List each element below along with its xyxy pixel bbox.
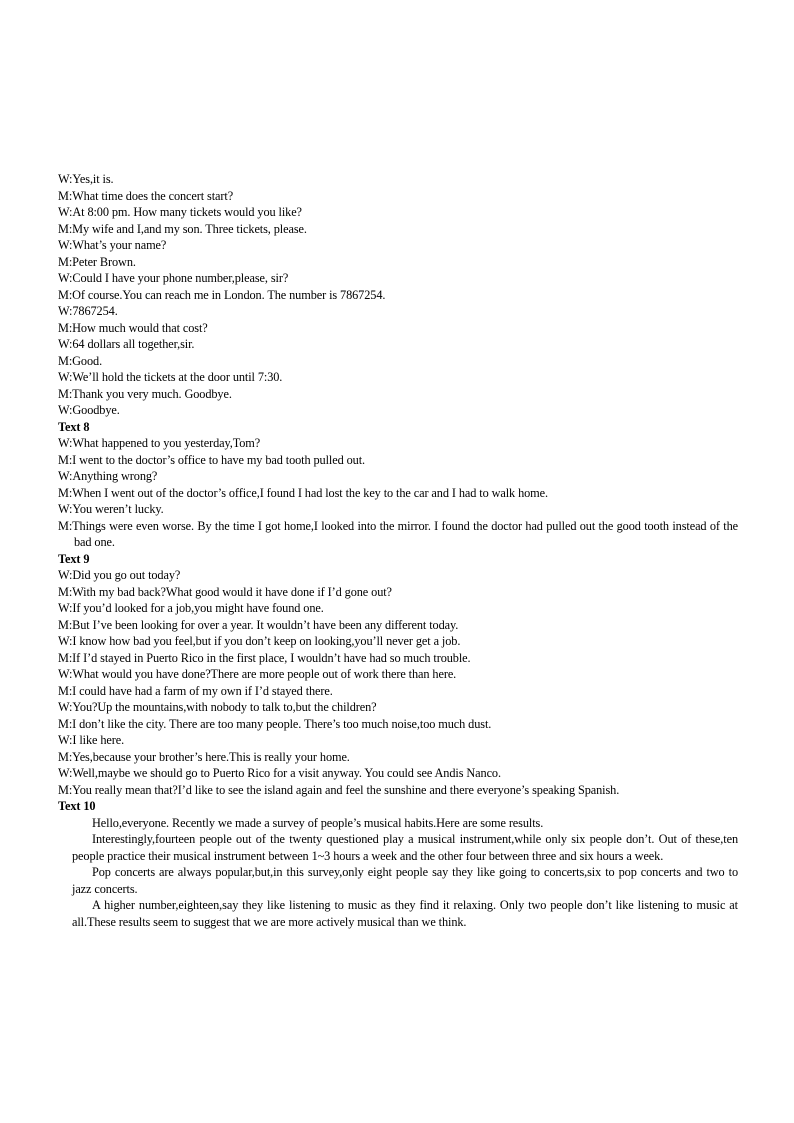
dialogue-line: W:Anything wrong? [58,469,158,483]
section-heading: Text 8 [58,419,90,434]
text8-section [58,419,738,551]
dialogue-line: W:What would you have done?There are more people out of work there than here. [58,667,457,681]
body-paragraph: Hello,everyone. Recently we made a survey of people’s musical habits.Here are some results. [92,815,544,830]
dialogue-line: W:What’s your name? [58,238,167,252]
dialogue-line: M:If I’d stayed in Puerto Rico in the first place, I wouldn’t have had so much trouble. [58,650,471,665]
dialogue-line: M:When I went out of the doctor’s office,I found I had lost the key to the car and I had to walk home. [58,485,548,500]
dialogue-line: W:7867254. [58,304,118,318]
text10-section [58,798,738,930]
dialogue-line: M:I could have had a farm of my own if I’d stayed there. [58,683,333,698]
dialogue-line: M:Things were even worse. By the time I got home,I looked into the mirror. I found the doctor had pulled out the good tooth instead of the bad one. [58,518,738,549]
dialogue-line: W:You weren’t lucky. [58,502,164,516]
dialogue-line: W:If you’d looked for a job,you might have found one. [58,601,324,615]
dialogue-line: M:With my bad back?What good would it have done if I’d gone out? [58,584,392,599]
dialogue-line: W:What happened to you yesterday,Tom? [58,436,261,450]
dialogue-line: M:Of course.You can reach me in London. The number is 7867254. [58,287,386,302]
dialogue-line: W:You?Up the mountains,with nobody to talk to,but the children? [58,700,377,714]
body-paragraph: Pop concerts are always popular,but,in this survey,only eight people say they like going to concerts,six to pop concerts and two to jazz concerts. [72,865,738,896]
section-heading: Text 9 [58,551,90,566]
dialogue-line: M:My wife and I,and my son. Three tickets, please. [58,221,307,236]
dialogue-line: W:Did you go out today? [58,568,181,582]
dialogue-line: W:I know how bad you feel,but if you don’t keep on looking,you’ll never get a job. [58,634,461,648]
text9-section [58,551,738,799]
body-paragraph: A higher number,eighteen,say they like listening to music as they find it relaxing. Only two people don’t like listening to music at all.These results seem to suggest that we are more actively musical than we think. [72,898,738,929]
dialogue-line: W:Well,maybe we should go to Puerto Rico for a visit anyway. You could see Andis Nanco. [58,766,501,780]
dialogue-line: M:Peter Brown. [58,254,136,269]
dialogue-line: M:Thank you very much. Goodbye. [58,386,232,401]
dialogue-line: M:How much would that cost? [58,320,208,335]
dialogue-line: W:Yes,it is. [58,172,114,186]
dialogue-line: M:I don’t like the city. There are too many people. There’s too much noise,too much dust. [58,716,492,731]
dialogue-line: W:64 dollars all together,sir. [58,337,195,351]
dialogue-line: M:Yes,because your brother’s here.This is really your home. [58,749,350,764]
dialogue-line: M:Good. [58,353,103,368]
dialogue-line: M:But I’ve been looking for over a year. It wouldn’t have been any different today. [58,617,459,632]
dialogue-line: W:Goodbye. [58,403,120,417]
dialogue-line: W:At 8:00 pm. How many tickets would you like? [58,205,302,219]
section-heading: Text 10 [58,799,96,813]
dialogue-line: W:We’ll hold the tickets at the door until 7:30. [58,370,283,384]
dialogue-line: W:I like here. [58,733,125,747]
dialogue-line: M:What time does the concert start? [58,188,234,203]
dialogue-line: W:Could I have your phone number,please, sir? [58,271,289,285]
dialogue-line: M:I went to the doctor’s office to have my bad tooth pulled out. [58,452,365,467]
text7-dialogue [58,171,738,419]
dialogue-line: M:You really mean that?I’d like to see the island again and feel the sunshine and there everyone’s speaking Spanish. [58,782,620,797]
body-paragraph: Interestingly,fourteen people out of the twenty questioned play a musical instrument,while only six people don’t. Out of these,ten people practice their musical instrument between 1~3 hours a week and the other four between three and six hours a week. [72,832,738,863]
